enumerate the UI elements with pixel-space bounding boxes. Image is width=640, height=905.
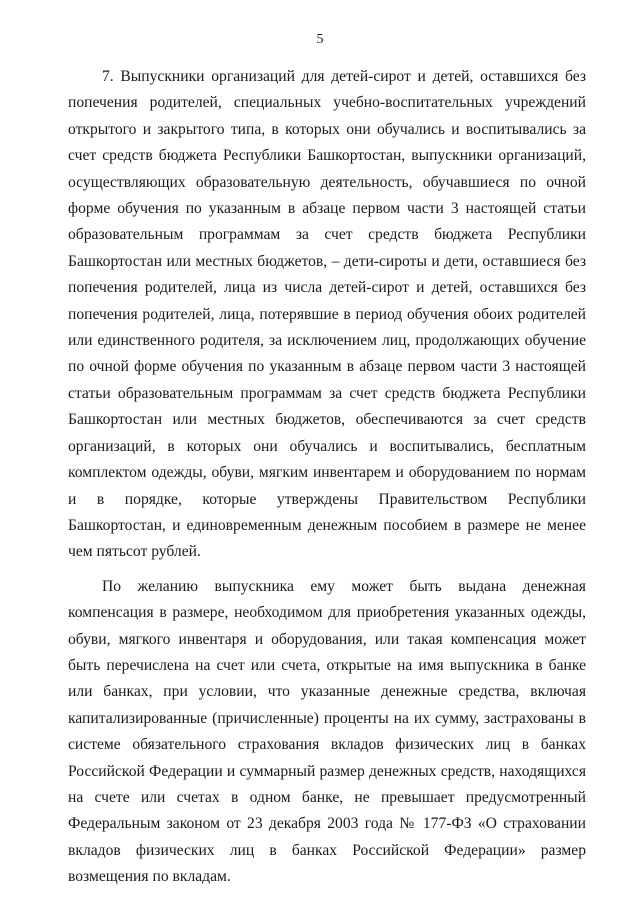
document-body	[68, 64, 586, 891]
paragraph-compensation: По желанию выпускника ему может быть выдана денежная компенсация в размере, необходимом для приобретения указанных одежды, обуви, мягкого инвентаря и оборудования, или такая компенсация может быть перечислена на счет или счета, открытые на имя выпускника в банке или банках, при условии, что указанные денежные средства, включая капитализированные (причисленные) проценты на их сумму, застрахованы в системе обязательного страхования вкладов физических лиц в банках Российской Федерации и суммарный размер денежных средств, находящихся на счете или счетах в одном банке, не превышает предусмотренный Федеральным законом от 23 декабря 2003 года № 177-ФЗ «О страховании вкладов физических лиц в банках Российской Федерации» размер возмещения по вкладам.	[68, 577, 586, 886]
paragraph-item-7: 7. Выпускники организаций для детей-сирот и детей, оставшихся без попечения родителей, специальных учебно-воспитательных учреждений открытого и закрытого типа, в которых они обучались и воспитывались за счет средств бюджета Республики Башкортостан, выпускники организаций, осуществляющих образовательную деятельность, обучавшиеся по очной форме обучения по указанным в абзаце первом части 3 настоящей статьи образовательным программам за счет средств бюджета Республики Башкортостан или местных бюджетов, – дети-сироты и дети, оставшиеся без попечения родителей, лица из числа детей-сирот и детей, оставшихся без попечения родителей, лица, потерявшие в период обучения обоих родителей или единственного родителя, за исключением лиц, продолжающих обучение по очной форме обучения по указанным в абзаце первом части 3 настоящей статьи образовательным программам за счет средств бюджета Республики Башкортостан или местных бюджетов, обеспечиваются за счет средств организаций, в которых они обучались и воспитывались, бесплатным комплектом одежды, обуви, мягким инвентарем и оборудованием по нормам и в порядке, которые утверждены Правительством Республики Башкортостан, и единовременным денежным пособием в размере не менее чем пятьсот рублей.	[68, 68, 586, 561]
page-number: 5	[316, 32, 324, 47]
